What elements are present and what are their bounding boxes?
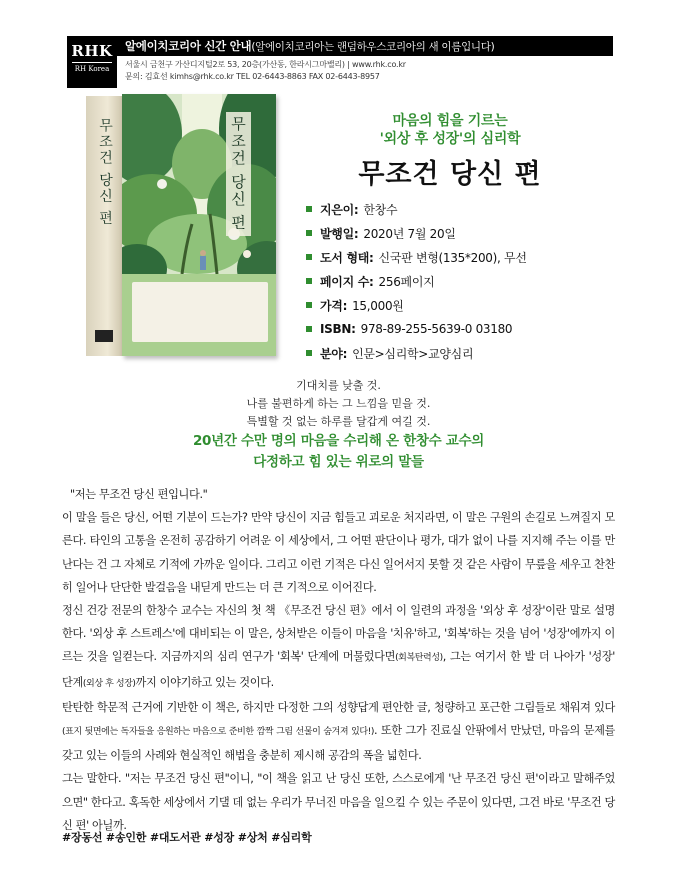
info-item-format bbox=[306, 245, 626, 269]
book-spine bbox=[86, 96, 123, 356]
opening-quote: "저는 무조건 당신 편입니다." bbox=[70, 488, 208, 501]
info-item-isbn bbox=[306, 317, 626, 341]
header-title bbox=[125, 38, 494, 54]
logo-main-text: RHK bbox=[71, 42, 113, 60]
info-value: 신국판 변형(135*200), 무선 bbox=[378, 250, 527, 265]
p2-small-2: (외상 후 성장) bbox=[82, 678, 136, 689]
book-front-cover bbox=[122, 94, 276, 356]
bullet-icon bbox=[306, 206, 312, 212]
header-contact: 문의: 김효선 kimhs@rhk.co.kr TEL 02-6443-8863 FAX 02-6443-8957 bbox=[125, 72, 380, 81]
header-address: 서울시 금천구 가산디지털2로 53, 20층(가산동, 한라시그마밸리) | www.rhk.co.kr bbox=[125, 60, 406, 69]
p2-text-b: , 그는 여기서 한 발 더 나아가 '성장' 단계 bbox=[62, 650, 616, 689]
book-info-list bbox=[306, 197, 626, 365]
body-paragraph-3 bbox=[62, 696, 615, 768]
info-item-price bbox=[306, 293, 626, 317]
info-item-author bbox=[306, 197, 626, 221]
bullet-icon bbox=[306, 350, 312, 356]
cover-blurb-box bbox=[132, 282, 268, 342]
p3-small: (표지 뒷면에는 독자들을 응원하는 마음으로 준비한 깜짝 그림 선물이 숨겨져 있다!) bbox=[62, 727, 375, 738]
info-label: 페이지 수: bbox=[320, 274, 374, 289]
quote-block bbox=[0, 377, 677, 473]
book-cover bbox=[86, 94, 276, 356]
quote-line-1: 기대치를 낮출 것. bbox=[296, 379, 381, 392]
body-text bbox=[62, 483, 615, 837]
rhk-logo bbox=[67, 36, 117, 88]
body-paragraph-2 bbox=[62, 599, 615, 696]
info-item-category bbox=[306, 341, 626, 365]
info-value: 256페이지 bbox=[378, 274, 435, 289]
hashtags: #장동선 #송인한 #대도서관 #성장 #상처 #심리학 bbox=[62, 831, 312, 844]
body-paragraph-1: 이 말을 들은 당신, 어떤 기분이 드는가? 만약 당신이 지금 힘들고 괴로운 처지라면, 이 말은 구원의 손길로 느껴질지 모른다. 타인의 고통을 온전히 공감하기 어려운 이 세상에서, 그 어떤 판단이나 평가, 대가 없이 나를 지지해 주는 이를 만난다는 건 그 자체로 기적에 가까운 일이다. 그리고 이런 기적은 다신 일어서지 못할 것 같은 사람이 무릎을 세우고 찬찬히 일어나 단단한 발걸음을 내딛게 만드는 더 큰 기적으로 이어진다. bbox=[62, 511, 615, 594]
book-title: 무조건 당신 편 bbox=[358, 159, 542, 190]
quote-line-2: 나를 불편하게 하는 그 느낌을 믿을 것. bbox=[246, 397, 431, 410]
bullet-icon bbox=[306, 326, 312, 332]
info-label: 도서 형태: bbox=[320, 250, 374, 265]
bullet-icon bbox=[306, 230, 312, 236]
header bbox=[67, 36, 613, 83]
info-label: 분야: bbox=[320, 346, 348, 361]
cover-title: 무조건 당신 편 bbox=[226, 112, 251, 236]
p3-text-a: 탄탄한 학문적 근거에 기반한 이 책은, 하지만 다정한 그의 성향답게 편안한 글, 청량하고 포근한 그림들로 채워져 있다 bbox=[62, 700, 615, 714]
p3-text-b: . 또한 그가 진료실 안팎에서 만났던, 마음의 문제를 갖고 있는 이들의 사례와 현실적인 해법을 충분히 제시해 공감의 폭을 넓힌다. bbox=[62, 724, 616, 763]
logo-sub-text: RH Korea bbox=[74, 65, 110, 73]
info-label: ISBN: bbox=[320, 322, 356, 336]
info-label: 발행일: bbox=[320, 226, 359, 241]
info-value: 2020년 7월 20일 bbox=[363, 226, 456, 241]
logo-divider bbox=[72, 62, 112, 63]
info-value: 인문>심리학>교양심리 bbox=[352, 346, 474, 361]
quote-line-3: 특별할 것 없는 하루를 달갑게 여길 것. bbox=[246, 415, 431, 428]
subtitle-line-1: 마음의 힘을 기르는 bbox=[392, 113, 508, 129]
info-item-pages bbox=[306, 269, 626, 293]
highlight-line-2: 다정하고 힘 있는 위로의 말들 bbox=[253, 454, 424, 470]
body-paragraph-4: 그는 말한다. "저는 무조건 당신 편"이니, "이 책을 읽고 난 당신 또한, 스스로에게 '난 무조건 당신 편'이라고 말해주었으면" 한다고. 혹독한 세상에서 기댈 데 없는 우리가 무너진 마음을 일으킬 수 있는 주문이 있다면, 그건 바로 '무조건 당신 편' 아닐까. bbox=[62, 772, 615, 832]
p2-text-a: 정신 건강 전문의 한창수 교수는 자신의 첫 책 《무조건 당신 편》에서 이 일련의 과정을 '외상 후 성장'이란 말로 설명한다. '외상 후 스트레스'에 대비되는 이 말은, 상처받은 이들이 마음을 '치유'하고, '회복'하는 것을 넘어 '성장'에까지 이르는 것을 일컫는다. 지금까지의 심리 연구가 '회복' 단계에 머물렀다면 bbox=[62, 604, 615, 664]
header-bar bbox=[67, 36, 613, 56]
p2-small-1: (회복탄력성) bbox=[395, 653, 443, 664]
header-title-main: 알에이치코리아 신간 안내 bbox=[125, 39, 252, 53]
bullet-icon bbox=[306, 278, 312, 284]
spine-title: 무조건 당신 편 bbox=[97, 118, 113, 227]
bullet-icon bbox=[306, 254, 312, 260]
highlight-line-1: 20년간 수만 명의 마음을 수리해 온 한창수 교수의 bbox=[192, 433, 485, 449]
info-value: 978-89-255-5639-0 03180 bbox=[360, 322, 513, 336]
info-label: 지은이: bbox=[320, 202, 359, 217]
title-block bbox=[300, 112, 600, 191]
bullet-icon bbox=[306, 302, 312, 308]
subtitle-line-2: '외상 후 성장'의 심리학 bbox=[379, 131, 521, 147]
info-value: 15,000원 bbox=[352, 298, 404, 313]
p2-text-c: 까지 이야기하고 있는 것이다. bbox=[135, 675, 274, 689]
info-item-date bbox=[306, 221, 626, 245]
publisher-logo-icon bbox=[95, 330, 113, 342]
header-title-note: (알에이치코리아는 랜덤하우스코리아의 새 이름입니다) bbox=[251, 41, 495, 53]
info-label: 가격: bbox=[320, 298, 348, 313]
info-value: 한창수 bbox=[363, 202, 398, 217]
